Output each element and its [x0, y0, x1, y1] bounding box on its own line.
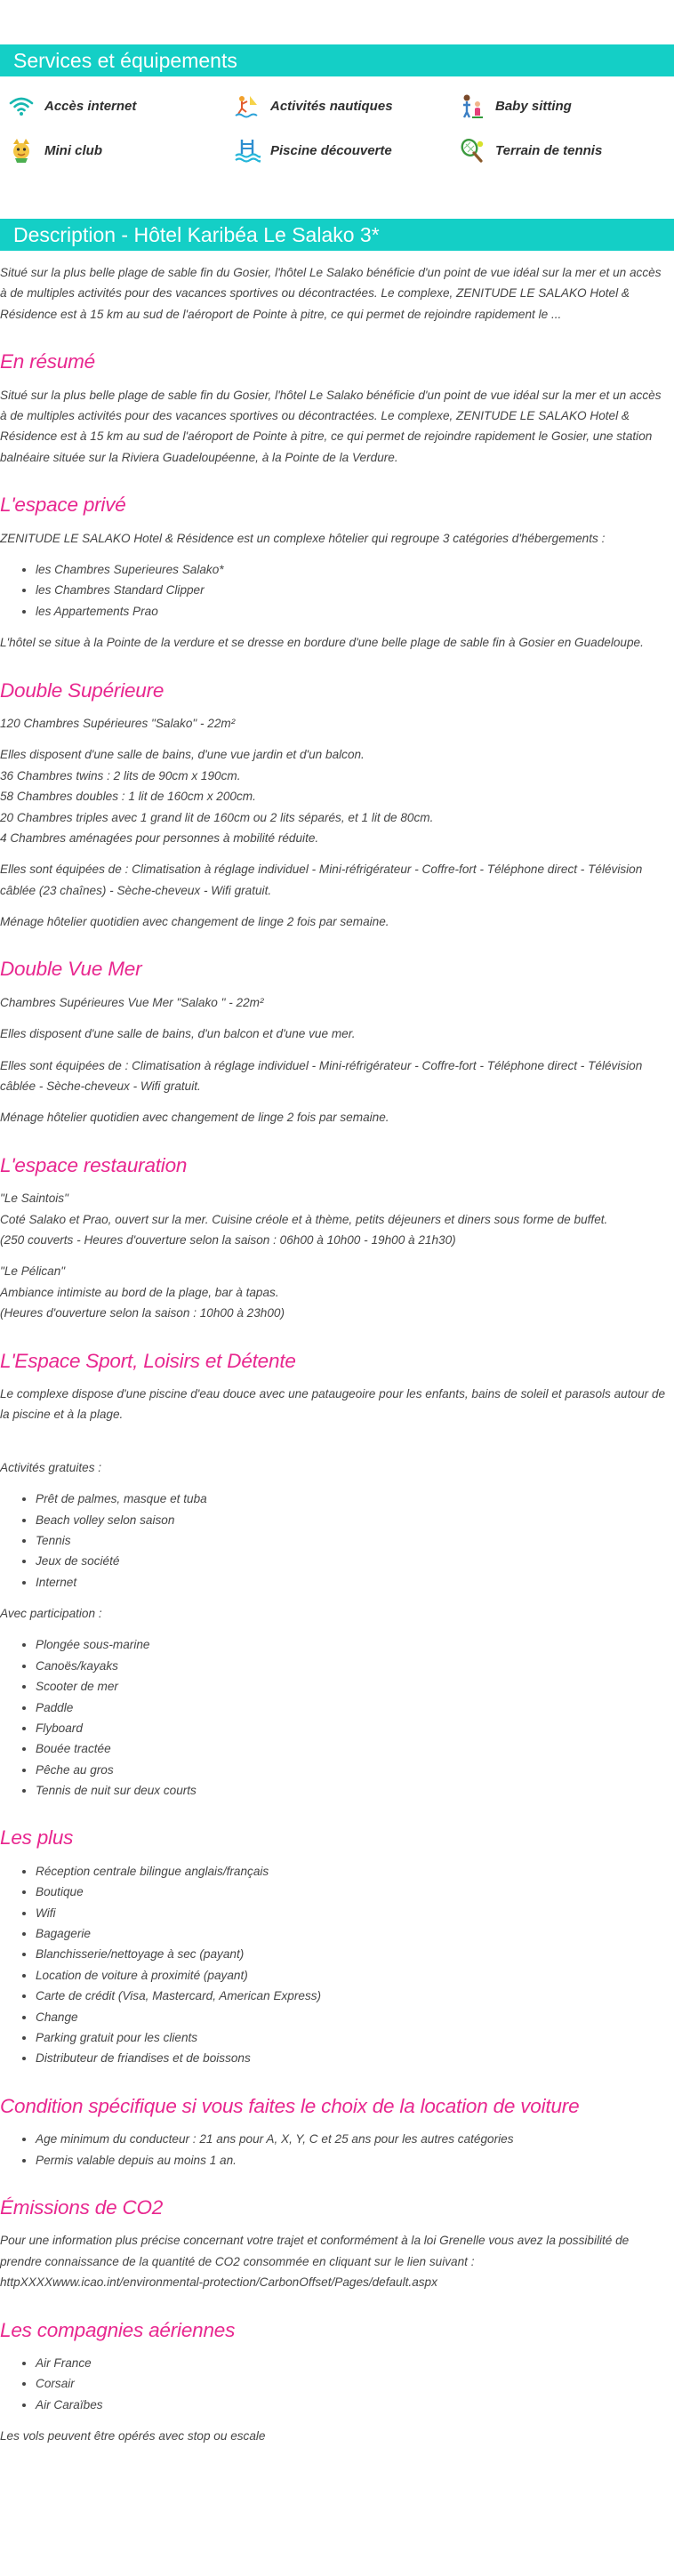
restaurant-pelican: [0, 1261, 669, 1323]
amenity-internet: [7, 92, 136, 119]
double-sup-size: 120 Chambres Supérieures "Salako" - 22m²: [0, 717, 236, 730]
double-sup-housekeeping: Ménage hôtelier quotidien avec changement de linge 2 fois par semaine.: [0, 915, 389, 928]
restaurant-line: Coté Salako et Prao, ouvert sur la mer. Cuisine créole et à thème, petits déjeuners et diners sous forme de buffet.: [0, 1212, 608, 1226]
detail-line: 58 Chambres doubles : 1 lit de 160cm x 200cm.: [0, 790, 256, 804]
wifi-icon: [7, 92, 36, 119]
list-item: • Pêche au gros: [36, 1760, 669, 1780]
amenity-pool: [233, 137, 392, 164]
list-item: • Jeux de société: [36, 1551, 669, 1571]
list-item: • Tennis de nuit sur deux courts: [36, 1780, 669, 1801]
description-header: [0, 219, 674, 251]
section-title-sport: L'Espace Sport, Loisirs et Détente: [0, 1349, 296, 1372]
list-item: • Canoës/kayaks: [36, 1656, 669, 1676]
section-title-double-superieure: Double Supérieure: [0, 678, 164, 702]
vue-mer-size: Chambres Supérieures Vue Mer "Salako " - 22m²: [0, 995, 264, 1009]
list-item: • Change: [36, 2007, 669, 2027]
services-header: [0, 44, 674, 76]
list-item: • Air Caraïbes: [36, 2395, 669, 2415]
resume-text: Situé sur la plus belle plage de sable fin du Gosier, l'hôtel Le Salako bénéficie d'un point de vue idéal sur la mer et un accès à de multiples activités pour des vacances sportives ou décontractées. Le complexe, ZENITUDE LE SALAKO Hotel & Résidence est à 15 km au sud de l'aéroport de Pointe à pitre, ce qui permet de rejoindre rapidement le Gosier, une station balnéaire située sur la Riviera Guadeloupéenne, à la Pointe de la Verdure.: [0, 388, 662, 464]
list-item: • Permis valable depuis au moins 1 an.: [36, 2150, 669, 2171]
list-item: • Internet: [36, 1572, 669, 1593]
detail-line: 36 Chambres twins : 2 lits de 90cm x 190cm.: [0, 768, 241, 782]
restaurant-saintois: [0, 1188, 669, 1250]
espace-prive-footer: L'hôtel se situe à la Pointe de la verdure et se dresse en bordure d'une belle plage de sable fin à Gosier en Guadeloupe.: [0, 636, 644, 650]
description-intro: Situé sur la plus belle plage de sable fin du Gosier, l'hôtel Le Salako bénéficie d'un point de vue idéal sur la mer et un accès à de multiples activités pour des vacances sportives ou décontractées. Le complexe, ZENITUDE LE SALAKO Hotel & Résidence est à 15 km au sud de l'aéroport de Pointe à pitre, ce qui permet de rejoindre rapidement le ...: [0, 266, 662, 321]
detail-line: Elles disposent d'une salle de bains, d'une vue jardin et d'un balcon.: [0, 748, 365, 762]
restaurant-line: Ambiance intimiste au bord de la plage, bar à tapas.: [0, 1285, 279, 1299]
list-item: • Corsair: [36, 2373, 669, 2394]
list-item: • Plongée sous-marine: [36, 1634, 669, 1655]
vue-mer-details: Elles disposent d'une salle de bains, d'un balcon et d'une vue mer.: [0, 1027, 356, 1041]
vue-mer-equipment: Elles sont équipées de : Climatisation à réglage individuel - Mini-réfrigérateur - Coffre-fort - Téléphone direct - Télévision câblée - Sèche-cheveux - Wifi gratuit.: [0, 1058, 643, 1093]
section-title-compagnies: Les compagnies aériennes: [0, 2318, 236, 2341]
restaurant-line: (250 couverts - Heures d'ouverture selon la saison : 06h00 à 10h00 - 19h00 à 21h30): [0, 1233, 456, 1247]
section-title-resume: En résumé: [0, 350, 95, 373]
free-activities-list: [0, 1489, 669, 1593]
amenity-mini-club: [7, 137, 102, 164]
paid-activities-list: [0, 1634, 669, 1801]
amenity-label: Baby sitting: [495, 98, 572, 114]
list-item: • Beach volley selon saison: [36, 1510, 669, 1530]
water-sports-icon: [233, 92, 261, 119]
section-title-double-vue-mer: Double Vue Mer: [0, 958, 142, 981]
list-item: • les Chambres Standard Clipper: [36, 580, 669, 600]
detail-line: 20 Chambres triples avec 1 grand lit de 160cm ou 2 lits séparés, et 1 lit de 80cm.: [0, 810, 434, 824]
restaurant-line: "Le Saintois": [0, 1192, 68, 1206]
amenity-label: Activités nautiques: [270, 98, 393, 114]
list-item: • Distributeur de friandises et de boissons: [36, 2048, 669, 2068]
double-sup-equipment: Elles sont équipées de : Climatisation à réglage individuel - Mini-réfrigérateur - Coffre-fort - Téléphone direct - Télévision câblée (23 chaînes) - Sèche-cheveux - Wifi gratuit.: [0, 863, 643, 897]
description-title: Description - Hôtel Karibéa Le Salako 3*: [13, 223, 380, 246]
detail-line: 4 Chambres aménagées pour personnes à mobilité réduite.: [0, 831, 319, 845]
services-title: Services et équipements: [13, 49, 237, 72]
section-title-co2: Émissions de CO2: [0, 2195, 164, 2219]
section-title-restauration: L'espace restauration: [0, 1153, 188, 1176]
amenity-tennis: [458, 137, 602, 164]
list-item: • Paddle: [36, 1697, 669, 1718]
vue-mer-housekeeping: Ménage hôtelier quotidien avec changement de linge 2 fois par semaine.: [0, 1111, 389, 1125]
paid-activities-label: Avec participation :: [0, 1607, 102, 1620]
list-item: • Prêt de palmes, masque et tuba: [36, 1489, 669, 1509]
description-content: [0, 262, 669, 2458]
list-item: • Air France: [36, 2353, 669, 2373]
free-activities-label: Activités gratuites :: [0, 1460, 102, 1474]
list-item: • Carte de crédit (Visa, Mastercard, American Express): [36, 1986, 669, 2006]
section-title-location-voiture: Condition spécifique si vous faites le choix de la location de voiture: [0, 2094, 580, 2117]
list-item: • les Appartements Prao: [36, 601, 669, 622]
list-item: • Boutique: [36, 1882, 669, 1902]
sport-text: Le complexe dispose d'une piscine d'eau douce avec une pataugeoire pour les enfants, bains de soleil et parasols autour de la piscine et à la plage.: [0, 1387, 666, 1422]
co2-text: Pour une information plus précise concernant votre trajet et conformément à la loi Grenelle vous avez la possibilité de prendre connaissance de la quantité de CO2 consommée en cliquant sur le lien suivant : httpXXXXwww.icao.int/environmental-protection/CarbonOffset/Pages/default.aspx: [0, 2234, 630, 2290]
section-title-espace-prive: L'espace privé: [0, 494, 126, 517]
airlines-footer: Les vols peuvent être opérés avec stop ou escale: [0, 2429, 266, 2444]
list-item: • Bouée tractée: [36, 1738, 669, 1759]
list-item: • Flyboard: [36, 1718, 669, 1738]
amenity-label: Terrain de tennis: [495, 142, 603, 158]
list-item: • Age minimum du conducteur : 21 ans pour A, X, Y, C et 25 ans pour les autres catégories: [36, 2129, 669, 2149]
restaurant-line: (Heures d'ouverture selon la saison : 10h00 à 23h00): [0, 1306, 285, 1320]
airlines-list: [0, 2353, 669, 2415]
pool-icon: [233, 137, 261, 164]
list-item: • Blanchisserie/nettoyage à sec (payant): [36, 1944, 669, 1964]
amenity-water-sports: [233, 92, 393, 119]
list-item: • Location de voiture à proximité (payant): [36, 1965, 669, 1986]
list-item: • Tennis: [36, 1530, 669, 1551]
tennis-icon: [458, 137, 486, 164]
list-item: • Réception centrale bilingue anglais/français: [36, 1861, 669, 1882]
espace-prive-text: ZENITUDE LE SALAKO Hotel & Résidence est un complexe hôtelier qui regroupe 3 catégories d'hébergements :: [0, 531, 606, 545]
amenity-label: Piscine découverte: [270, 142, 392, 158]
double-sup-details: [0, 744, 669, 848]
list-item: • Bagagerie: [36, 1923, 669, 1944]
mini-club-icon: [7, 137, 36, 164]
list-item: • Scooter de mer: [36, 1676, 669, 1697]
list-item: • les Chambres Superieures Salako*: [36, 559, 669, 580]
list-item: • Parking gratuit pour les clients: [36, 2027, 669, 2048]
amenity-baby-sitting: [458, 92, 572, 119]
section-title-plus: Les plus: [0, 1826, 74, 1850]
accommodation-list: [0, 559, 669, 622]
car-rental-conditions: [0, 2129, 669, 2171]
amenity-label: Mini club: [44, 142, 102, 158]
restaurant-line: "Le Pélican": [0, 1264, 66, 1279]
baby-sitting-icon: [458, 92, 486, 119]
plus-list: [0, 1861, 669, 2069]
list-item: • Wifi: [36, 1903, 669, 1923]
amenity-label: Accès internet: [44, 98, 137, 114]
